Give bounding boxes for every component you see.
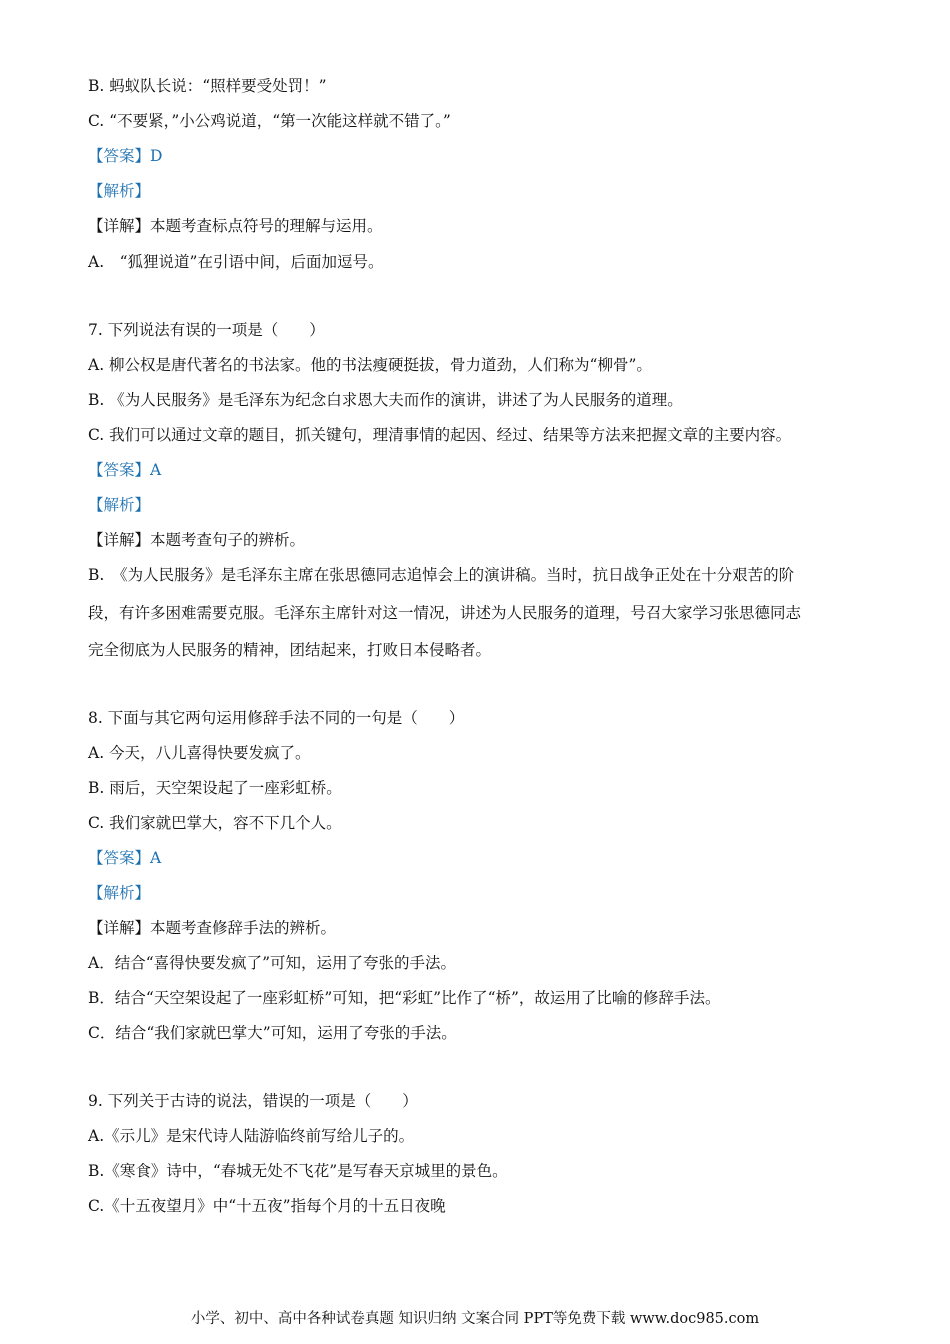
line: C. 我们家就巴掌大，容不下几个人。 [88,814,342,832]
line: C．结合“我们家就巴掌大”可知，运用了夸张的手法。 [88,1024,457,1042]
line: A. “狐狸说道”在引语中间，后面加逗号。 [88,253,384,271]
line: 段，有许多困难需要克服。毛泽东主席针对这一情况，讲述为人民服务的道理，号召大家学习张思德同志 [88,604,802,622]
line: 【详解】本题考查句子的辨析。 [88,531,306,549]
line: B.《寒食》诗中，“春城无处不飞花”是写春天京城里的景色。 [88,1162,508,1180]
line: B. 《为人民服务》是毛泽东主席在张思德同志追悼会上的演讲稿。当时，抗日战争正处在十分艰苦的阶 [88,566,795,584]
answer-tag: 【答案】A [88,849,162,867]
analysis-tag: 【解析】 [88,182,151,200]
line: 【详解】本题考查修辞手法的辨析。 [88,919,337,937]
line: B. 蚂蚁队长说：“照样要受处罚！” [88,77,327,95]
question-7: 7. 下列说法有误的一项是（ ） [88,321,325,339]
line: 【详解】本题考查标点符号的理解与运用。 [88,217,383,235]
answer-tag: 【答案】D [88,147,163,165]
line: C. “不要紧，”小公鸡说道，“第一次能这样就不错了。” [88,112,451,130]
line: C.《十五夜望月》中“十五夜”指每个月的十五日夜晚 [88,1197,446,1215]
analysis-tag: 【解析】 [88,496,151,514]
line: B．结合“天空架设起了一座彩虹桥”可知，把“彩虹”比作了“桥”，故运用了比喻的修辞手法。 [88,989,721,1007]
line: B. 《为人民服务》是毛泽东为纪念白求恩大夫而作的演讲，讲述了为人民服务的道理。 [88,391,683,409]
question-9: 9. 下列关于古诗的说法，错误的一项是（ ） [88,1092,418,1110]
line: A.《示儿》是宋代诗人陆游临终前写给儿子的。 [88,1127,415,1145]
analysis-tag: 【解析】 [88,884,151,902]
answer-tag: 【答案】A [88,461,162,479]
line: B. 雨后，天空架设起了一座彩虹桥。 [88,779,342,797]
question-8: 8. 下面与其它两句运用修辞手法不同的一句是（ ） [88,709,465,727]
line: A．结合“喜得快要发疯了”可知，运用了夸张的手法。 [88,954,457,972]
line: A. 柳公权是唐代著名的书法家。他的书法瘦硬挺拔，骨力道劲，人们称为“柳骨”。 [88,356,652,374]
line: 完全彻底为人民服务的精神，团结起来，打败日本侵略者。 [88,641,492,659]
page-footer: 小学、初中、高中各种试卷真题 知识归纳 文案合同 PPT等免费下载 www.doc985.com [190,1311,760,1327]
line: C. 我们可以通过文章的题目，抓关键句，理清事情的起因、经过、结果等方法来把握文章的主要内容。 [88,426,792,444]
line: A. 今天，八儿喜得快要发疯了。 [88,744,311,762]
